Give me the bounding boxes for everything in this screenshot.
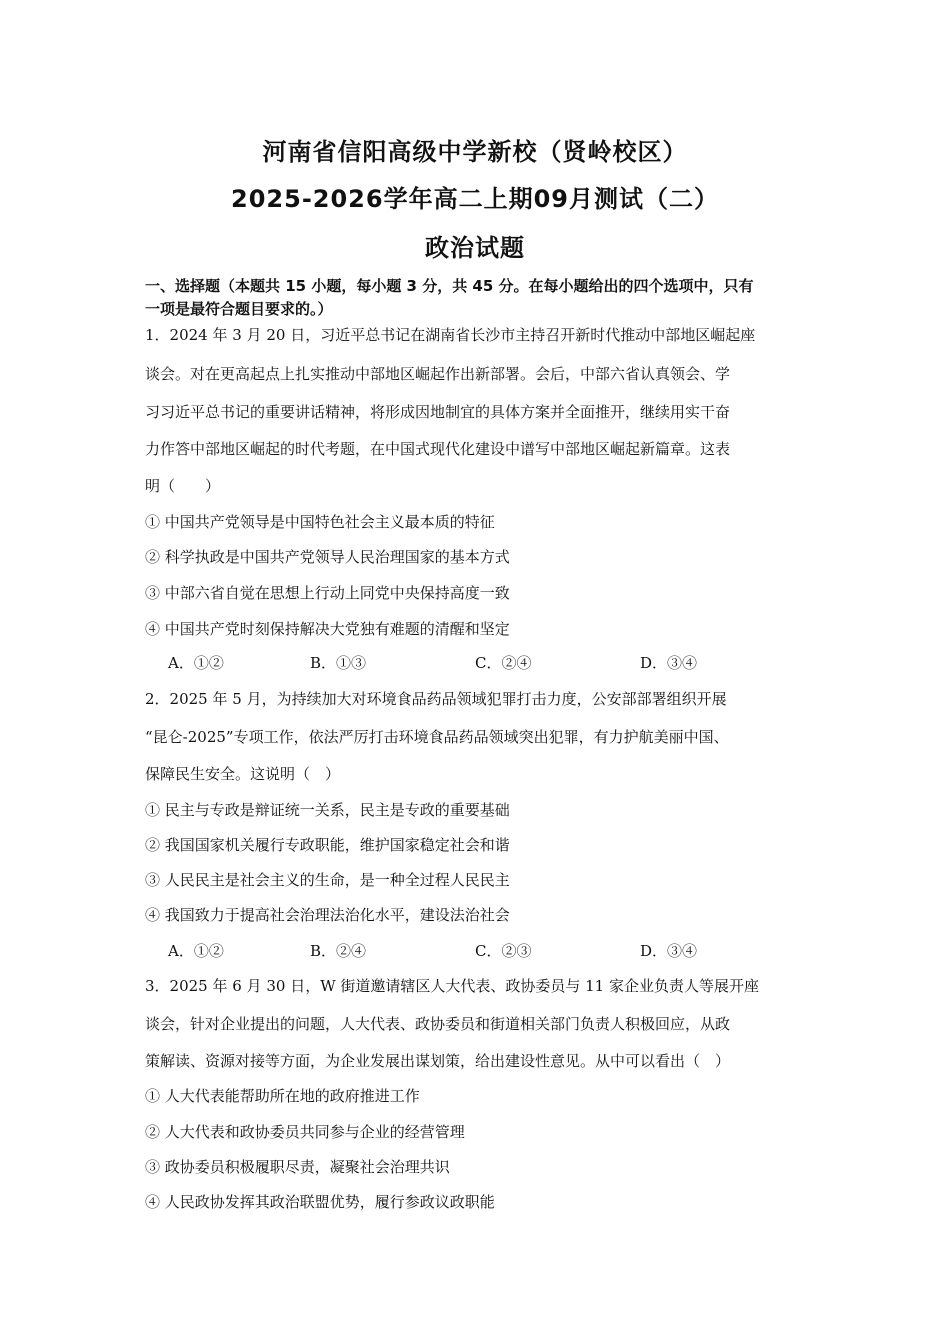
question-2-option-d: D．③④ xyxy=(640,942,698,960)
question-1-statement-1: ① 中国共产党领导是中国特色社会主义最本质的特征 xyxy=(145,513,495,531)
question-1-statement-4: ④ 中国共产党时刻保持解决大党独有难题的清醒和坚定 xyxy=(145,620,510,638)
section-heading xyxy=(145,275,815,321)
question-1-option-a: A．①② xyxy=(168,654,224,672)
question-2-statement-4: ④ 我国致力于提高社会治理法治化水平，建设法治社会 xyxy=(145,906,510,924)
question-1-stem-line: 1．2024 年 3 月 20 日，习近平总书记在湖南省长沙市主持召开新时代推动中部地区崛起座 xyxy=(145,326,756,344)
question-1-stem-line: 明（ ） xyxy=(145,477,221,495)
question-1-options xyxy=(168,652,788,674)
question-2-option-a: A．①② xyxy=(168,942,224,960)
question-1-statement-2: ② 科学执政是中国共产党领导人民治理国家的基本方式 xyxy=(145,548,510,566)
question-1-option-b: B．①③ xyxy=(310,654,367,672)
question-3-stem-line: 谈会，针对企业提出的问题，人大代表、政协委员和街道相关部门负责人积极回应，从政 xyxy=(145,1015,731,1033)
question-1-stem-line: 谈会。对在更高起点上扎实推动中部地区崛起作出新部署。会后，中部六省认真领会、学 xyxy=(145,365,731,383)
question-2-stem-line: 保障民生安全。这说明（ ） xyxy=(145,765,341,783)
question-1-statement-3: ③ 中部六省自觉在思想上行动上同党中央保持高度一致 xyxy=(145,584,510,602)
question-2-stem-line: “昆仑-2025”专项工作，依法严厉打击环境食品药品领域突出犯罪，有力护航美丽中国、 xyxy=(145,728,729,746)
question-3-stem-line: 策解读、资源对接等方面，为企业发展出谋划策，给出建设性意见。从中可以看出（ ） xyxy=(145,1052,731,1070)
question-3-statement-3: ③ 政协委员积极履职尽责，凝聚社会治理共识 xyxy=(145,1158,450,1176)
question-1-option-c: C．②④ xyxy=(475,654,532,672)
question-2-statement-2: ② 我国国家机关履行专政职能，维护国家稳定社会和谐 xyxy=(145,836,510,854)
question-3-stem-line: 3．2025 年 6 月 30 日，W 街道邀请辖区人大代表、政协委员与 11 家企业负责人等展开座 xyxy=(145,977,759,995)
question-1-stem-line: 力作答中部地区崛起的时代考题，在中国式现代化建设中谱写中部地区崛起新篇章。这表 xyxy=(145,440,731,458)
question-1-option-d: D．③④ xyxy=(640,654,698,672)
exam-title-school: 河南省信阳高级中学新校（贤岭校区） xyxy=(262,138,688,166)
question-3-statement-4: ④ 人民政协发挥其政治联盟优势，履行参政议政职能 xyxy=(145,1193,495,1211)
question-2-statement-3: ③ 人民民主是社会主义的生命，是一种全过程人民民主 xyxy=(145,871,510,889)
question-2-stem-line: 2．2025 年 5 月，为持续加大对环境食品药品领域犯罪打击力度，公安部部署组织开展 xyxy=(145,690,727,708)
question-2-statement-1: ① 民主与专政是辩证统一关系，民主是专政的重要基础 xyxy=(145,801,510,819)
exam-title-term: 2025-2026学年高二上期09月测试（二） xyxy=(231,185,719,213)
question-3-statement-1: ① 人大代表能帮助所在地的政府推进工作 xyxy=(145,1087,420,1105)
exam-title-subject: 政治试题 xyxy=(425,234,525,262)
question-3-statement-2: ② 人大代表和政协委员共同参与企业的经营管理 xyxy=(145,1123,465,1141)
question-1-stem-line: 习习近平总书记的重要讲话精神，将形成因地制宜的具体方案并全面推开，继续用实干奋 xyxy=(145,403,731,421)
question-2-option-b: B．②④ xyxy=(310,942,367,960)
question-2-options xyxy=(168,940,788,962)
section-heading-line: 一项是最符合题目要求的。） xyxy=(145,300,333,318)
section-heading-line: 一、选择题（本题共 15 小题，每小题 3 分，共 45 分。在每小题给出的四个选项中，只有 xyxy=(145,277,754,295)
question-2-option-c: C．②③ xyxy=(475,942,532,960)
